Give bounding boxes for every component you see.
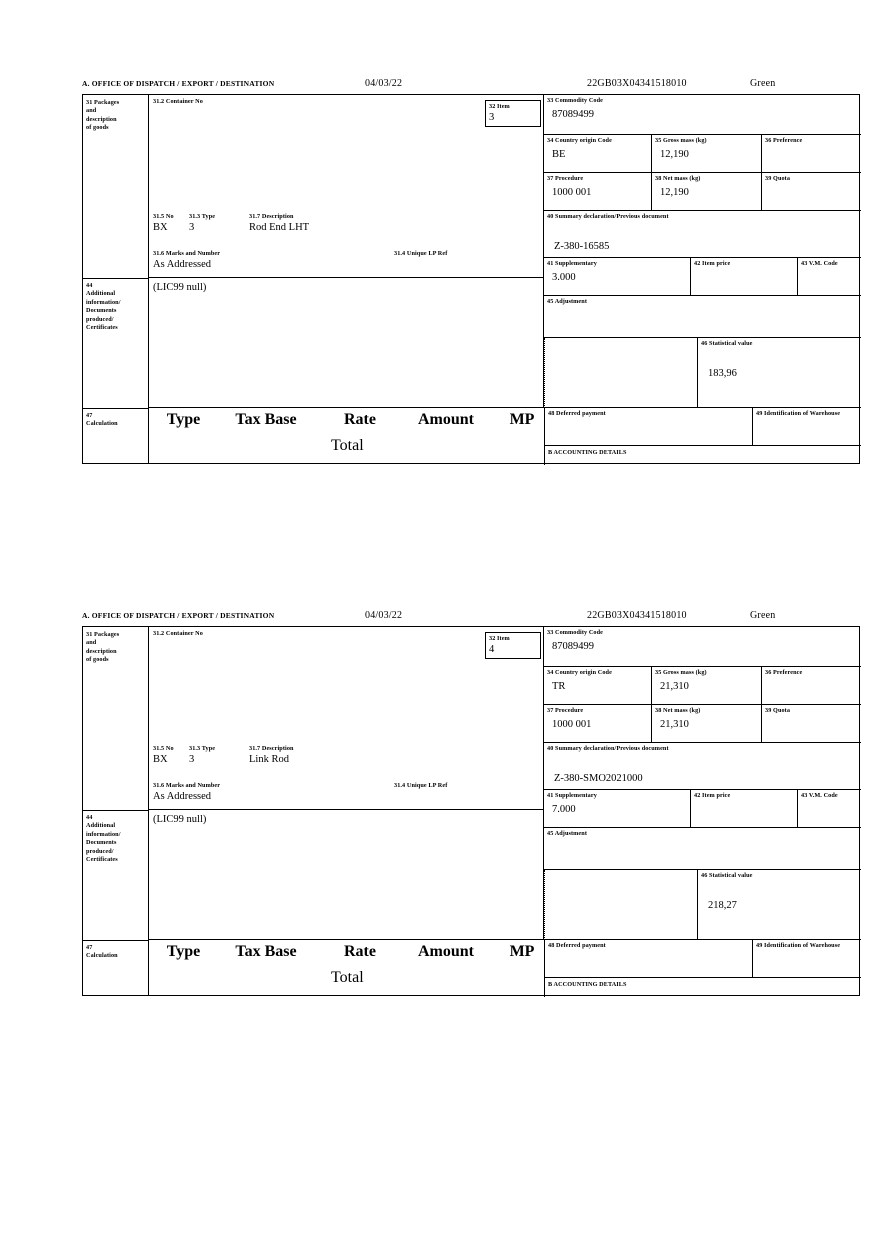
calc-col-tax-base: Tax Base: [235, 943, 297, 960]
preference-label: 36 Preference: [765, 137, 803, 144]
item-price-label: 42 Item price: [694, 792, 731, 799]
divider-44: [83, 278, 149, 279]
calculation-table: [163, 940, 544, 990]
box45-adjustment: [544, 296, 861, 338]
packages-description-value: Rod End LHT: [249, 222, 310, 233]
box32-item-number: [485, 632, 541, 659]
declaration-date: 04/03/22: [365, 78, 403, 89]
calc-cell-mp: [502, 964, 542, 966]
box36-preference: [762, 135, 861, 173]
calculation-header-row: [165, 410, 542, 430]
box46-wrapper: [544, 870, 861, 940]
vm-code-label: 43 V.M. Code: [801, 260, 838, 267]
packages-type-value: 3: [189, 754, 195, 765]
calc-cell-amount: [392, 432, 500, 434]
quota-label: 39 Quota: [765, 707, 791, 714]
box43-vm-code: [798, 790, 861, 828]
calc-col-mp: MP: [509, 943, 535, 960]
statistical-value-label: 46 Statistical value: [701, 340, 753, 347]
form-header: [82, 78, 862, 94]
supplementary-value: 3.000: [552, 272, 576, 283]
supplementary-value: 7.000: [552, 804, 576, 815]
marks-number-label: 31.6 Marks and Number: [153, 782, 221, 789]
box46-wrapper: [544, 338, 861, 408]
box44-label: 44 Additional information/ Documents produced/ Certificates: [86, 282, 121, 332]
box43-vm-code: [798, 258, 861, 296]
warehouse-id-label: 49 Identification of Warehouse: [756, 410, 841, 417]
movement-reference-number: 22GB03X04341518010: [587, 78, 687, 89]
procedure-label: 37 Procedure: [547, 707, 584, 714]
commodity-code-value: 87089499: [552, 109, 594, 120]
customs-declaration-form-2: [82, 610, 862, 996]
accounting-details-label: B ACCOUNTING DETAILS: [548, 981, 627, 988]
divider-44: [83, 810, 149, 811]
customs-declaration-form-1: [82, 78, 862, 464]
deferred-payment-label: 48 Deferred payment: [548, 410, 606, 417]
gross-mass-label: 35 Gross mass (kg): [655, 137, 707, 144]
declaration-box: [82, 94, 860, 464]
form-header: [82, 610, 862, 626]
calc-cell-mp: [502, 432, 542, 434]
box48-deferred-payment: [544, 940, 752, 978]
calc-col-amount: Amount: [417, 943, 474, 960]
previous-document-label: 40 Summary declaration/Previous document: [547, 213, 669, 220]
box32-item-number: [485, 100, 541, 127]
calc-cell-rate: [330, 432, 390, 434]
box44-additional-information: [149, 810, 544, 940]
box37-procedure: [544, 705, 652, 743]
dotted-separator: [544, 870, 545, 940]
box40-previous-document: [544, 743, 861, 790]
box47-calculation: [149, 940, 544, 997]
statistical-value-value: 218,27: [708, 900, 737, 911]
box39-quota: [762, 705, 861, 743]
route-status: Green: [750, 610, 776, 621]
commodity-code-label: 33 Commodity Code: [547, 629, 604, 636]
packages-no-label: 31.5 No: [153, 745, 174, 752]
movement-reference-number: 22GB03X04341518010: [587, 610, 687, 621]
item-number-value: 3: [489, 112, 495, 123]
declaration-date: 04/03/22: [365, 610, 403, 621]
quota-label: 39 Quota: [765, 175, 791, 182]
calc-col-type: Type: [166, 411, 201, 428]
box42-item-price: [691, 258, 798, 296]
left-label-column: [83, 627, 149, 995]
item-number-label: 32 Item: [489, 635, 510, 642]
box31-label: 31 Packages and description of goods: [86, 631, 120, 664]
calc-col-type: Type: [166, 943, 201, 960]
statistical-value-label: 46 Statistical value: [701, 872, 753, 879]
calculation-total-row: [165, 436, 542, 456]
procedure-value: 1000 001: [552, 187, 592, 198]
gross-mass-value: 12,190: [660, 149, 689, 160]
packages-no-label: 31.5 No: [153, 213, 174, 220]
left-label-column: [83, 95, 149, 463]
adjustment-label: 45 Adjustment: [547, 298, 587, 305]
packages-description-label: 31.7 Description: [249, 745, 294, 752]
country-origin-code-value: TR: [552, 681, 566, 692]
item-number-value: 4: [489, 644, 495, 655]
box35-gross-mass: [652, 667, 762, 705]
vm-code-label: 43 V.M. Code: [801, 792, 838, 799]
commodity-code-value: 87089499: [552, 641, 594, 652]
box34-country-origin-code: [544, 667, 652, 705]
calc-cell-tax-base: [204, 432, 328, 434]
route-status: Green: [750, 78, 776, 89]
box39-quota: [762, 173, 861, 211]
warehouse-id-label: 49 Identification of Warehouse: [756, 942, 841, 949]
packages-type-label: 31.3 Type: [189, 213, 216, 220]
procedure-label: 37 Procedure: [547, 175, 584, 182]
previous-document-label: 40 Summary declaration/Previous document: [547, 745, 669, 752]
packages-type-label: 31.3 Type: [189, 745, 216, 752]
supplementary-label: 41 Supplementary: [547, 260, 597, 267]
marks-number-value: As Addressed: [153, 791, 212, 802]
calc-cell-tax-base: [204, 964, 328, 966]
marks-number-value: As Addressed: [153, 259, 212, 270]
accounting-details-label: B ACCOUNTING DETAILS: [548, 449, 627, 456]
box47-label: 47 Calculation: [86, 412, 118, 428]
deferred-payment-label: 48 Deferred payment: [548, 942, 606, 949]
box40-previous-document: [544, 211, 861, 258]
box37-procedure: [544, 173, 652, 211]
item-number-label: 32 Item: [489, 103, 510, 110]
packages-no-value: BX: [153, 754, 168, 765]
additional-information-value: (LIC99 null): [153, 814, 207, 825]
box-b-accounting-details: [544, 446, 861, 465]
office-of-dispatch-label: A. OFFICE OF DISPATCH / EXPORT / DESTINATION: [82, 79, 275, 88]
divider-47: [83, 940, 149, 941]
container-no-label: 31.2 Container No: [153, 98, 203, 105]
net-mass-value: 21,310: [660, 719, 689, 730]
box31-label: 31 Packages and description of goods: [86, 99, 120, 132]
gross-mass-label: 35 Gross mass (kg): [655, 669, 707, 676]
calculation-table: [163, 408, 544, 458]
preference-label: 36 Preference: [765, 669, 803, 676]
box33-commodity-code: [544, 627, 861, 667]
adjustment-label: 45 Adjustment: [547, 830, 587, 837]
net-mass-label: 38 Net mass (kg): [655, 175, 701, 182]
box45-adjustment: [544, 828, 861, 870]
box44-additional-information: [149, 278, 544, 408]
box47-calculation: [149, 408, 544, 465]
calc-col-amount: Amount: [417, 411, 474, 428]
box34-country-origin-code: [544, 135, 652, 173]
box-b-accounting-details: [544, 978, 861, 997]
calc-cell-amount: [392, 964, 500, 966]
box46-statistical-value: [697, 338, 861, 408]
calc-total-label: Total: [331, 437, 364, 454]
box38-net-mass: [652, 705, 762, 743]
box49-warehouse-identification: [752, 940, 861, 978]
supplementary-label: 41 Supplementary: [547, 792, 597, 799]
country-origin-code-label: 34 Country origin Code: [547, 669, 612, 676]
net-mass-value: 12,190: [660, 187, 689, 198]
calc-col-mp: MP: [509, 411, 535, 428]
net-mass-label: 38 Net mass (kg): [655, 707, 701, 714]
box35-gross-mass: [652, 135, 762, 173]
box48-deferred-payment: [544, 408, 752, 446]
calculation-header-row: [165, 942, 542, 962]
previous-document-value: Z-380-SMO2021000: [554, 773, 643, 784]
country-origin-code-label: 34 Country origin Code: [547, 137, 612, 144]
additional-information-value: (LIC99 null): [153, 282, 207, 293]
packages-type-value: 3: [189, 222, 195, 233]
packages-no-value: BX: [153, 222, 168, 233]
box49-warehouse-identification: [752, 408, 861, 446]
procedure-value: 1000 001: [552, 719, 592, 730]
box47-label: 47 Calculation: [86, 944, 118, 960]
table-row: [165, 964, 542, 966]
box46-statistical-value: [697, 870, 861, 940]
calc-col-rate: Rate: [344, 943, 376, 960]
declaration-box: [82, 626, 860, 996]
calculation-total-row: [165, 968, 542, 988]
unique-lp-ref-label: 31.4 Unique LP Ref: [394, 782, 448, 789]
office-of-dispatch-label: A. OFFICE OF DISPATCH / EXPORT / DESTINATION: [82, 611, 275, 620]
unique-lp-ref-label: 31.4 Unique LP Ref: [394, 250, 448, 257]
previous-document-value: Z-380-16585: [554, 241, 610, 252]
box38-net-mass: [652, 173, 762, 211]
box42-item-price: [691, 790, 798, 828]
box41-supplementary: [544, 258, 691, 296]
commodity-code-label: 33 Commodity Code: [547, 97, 604, 104]
calc-cell-rate: [330, 964, 390, 966]
packages-description-value: Link Rod: [249, 754, 289, 765]
box44-label: 44 Additional information/ Documents produced/ Certificates: [86, 814, 121, 864]
box36-preference: [762, 667, 861, 705]
calc-cell-type: [165, 432, 202, 434]
box33-commodity-code: [544, 95, 861, 135]
dotted-separator: [544, 338, 545, 408]
item-price-label: 42 Item price: [694, 260, 731, 267]
calc-col-tax-base: Tax Base: [235, 411, 297, 428]
divider-47: [83, 408, 149, 409]
calc-col-rate: Rate: [344, 411, 376, 428]
country-origin-code-value: BE: [552, 149, 566, 160]
marks-number-label: 31.6 Marks and Number: [153, 250, 221, 257]
container-no-label: 31.2 Container No: [153, 630, 203, 637]
gross-mass-value: 21,310: [660, 681, 689, 692]
calc-total-label: Total: [331, 969, 364, 986]
table-row: [165, 432, 542, 434]
box41-supplementary: [544, 790, 691, 828]
calc-cell-type: [165, 964, 202, 966]
statistical-value-value: 183,96: [708, 368, 737, 379]
packages-description-label: 31.7 Description: [249, 213, 294, 220]
